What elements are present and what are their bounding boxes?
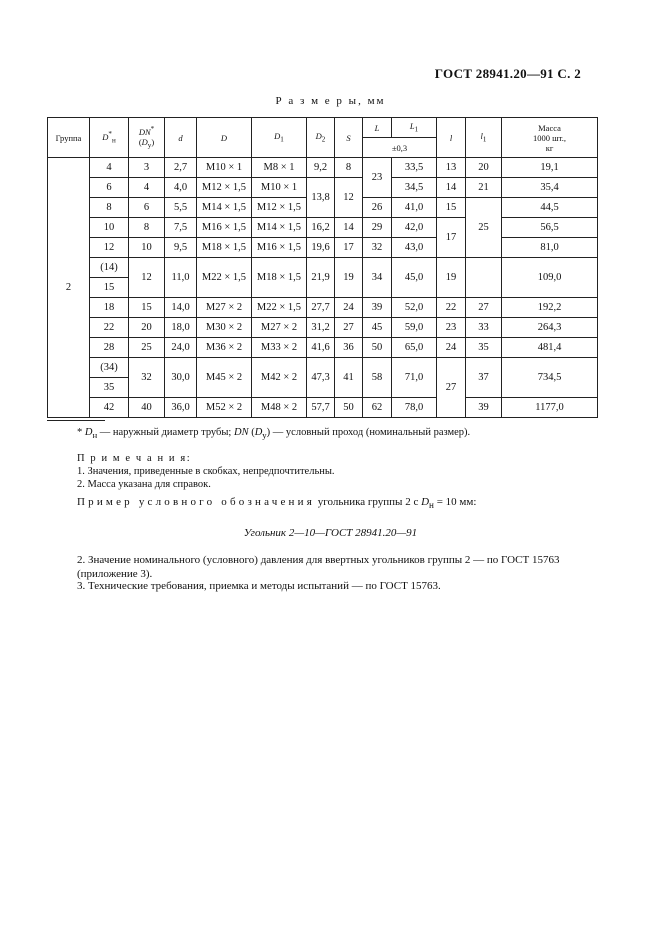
table-cell: 10 <box>129 238 165 258</box>
table-cell: М22 × 1,5 <box>252 298 307 318</box>
table-cell: М45 × 2 <box>197 358 252 398</box>
table-cell: 9,5 <box>165 238 197 258</box>
col-header-DN: DN* $(D_у)$ <box>129 118 165 158</box>
col-header-L1: $L_1$ <box>392 118 437 138</box>
table-cell: 39 <box>466 398 502 418</box>
table-cell: 35,4 <box>502 178 598 198</box>
table-cell: 4,0 <box>165 178 197 198</box>
table-cell: 50 <box>363 338 392 358</box>
table-cell: М8 × 1 <box>252 158 307 178</box>
table-cell: М18 × 1,5 <box>252 258 307 298</box>
designation-example: Угольник 2—10—ГОСТ 28941.20—91 <box>243 527 418 539</box>
table-cell: 24 <box>437 338 466 358</box>
table-cell: 71,0 <box>392 358 437 398</box>
table-cell: 10 <box>90 218 129 238</box>
table-cell: 25 <box>129 338 165 358</box>
table-cell: М33 × 2 <box>252 338 307 358</box>
table-cell: М42 × 2 <box>252 358 307 398</box>
table-cell: М22 × 1,5 <box>197 258 252 298</box>
table-cell: 192,2 <box>502 298 598 318</box>
table-cell: 34,5 <box>392 178 437 198</box>
table-cell: 24 <box>335 298 363 318</box>
table-cell: 109,0 <box>502 258 598 298</box>
table-cell: 19,1 <box>502 158 598 178</box>
table-cell: 18 <box>90 298 129 318</box>
table-cell: 58 <box>363 358 392 398</box>
table-cell: 14 <box>335 218 363 238</box>
table-cell: 11,0 <box>165 258 197 298</box>
table-cell: 45,0 <box>392 258 437 298</box>
table-cell: 17 <box>335 238 363 258</box>
table-cell: 33,5 <box>392 158 437 178</box>
table-cell: 41,0 <box>392 198 437 218</box>
table-cell: 29 <box>363 218 392 238</box>
paragraph-2: 2. Значение номинального (условного) давления для ввертных угольников группы 2 — по ГОСТ 15763 (приложение 3). <box>77 554 560 580</box>
footnote: * $D_н$ — наружный диаметр трубы; DN $(D_у)$ — условный проход (номинальный размер). <box>77 427 471 441</box>
table-cell: М14 × 1,5 <box>197 198 252 218</box>
table-cell: 8 <box>90 198 129 218</box>
table-cell: 20 <box>466 158 502 178</box>
footnote-divider <box>47 420 105 421</box>
table-cell: 16,2 <box>307 218 335 238</box>
table-cell: 39 <box>363 298 392 318</box>
table-cell: 6 <box>90 178 129 198</box>
table-cell: 8 <box>335 158 363 178</box>
table-cell: 41 <box>335 358 363 398</box>
table-cell: М16 × 1,5 <box>252 238 307 258</box>
table-cell: 15 <box>129 298 165 318</box>
col-header-tolerance: ±0,3 <box>363 138 437 158</box>
col-header-D: D <box>197 118 252 158</box>
table-cell: 12 <box>129 258 165 298</box>
table-cell: 59,0 <box>392 318 437 338</box>
notes-title: П р и м е ч а н и я: <box>77 453 192 464</box>
table-cell: М30 × 2 <box>197 318 252 338</box>
table-cell: 22 <box>90 318 129 338</box>
table-cell: 27 <box>437 358 466 418</box>
note-item: 2. Масса указана для справок. <box>77 479 211 490</box>
table-cell: М10 × 1 <box>197 158 252 178</box>
table-cell: 57,7 <box>307 398 335 418</box>
col-header-group: Группа <box>48 118 90 158</box>
table-cell: 24,0 <box>165 338 197 358</box>
table-cell: 30,0 <box>165 358 197 398</box>
table-cell: 734,5 <box>502 358 598 398</box>
table-cell: М12 × 1,5 <box>252 198 307 218</box>
table-cell: 28 <box>90 338 129 358</box>
table-cell: 32 <box>129 358 165 398</box>
table-cell: М16 × 1,5 <box>197 218 252 238</box>
table-cell: 56,5 <box>502 218 598 238</box>
table-cell: 15 <box>437 198 466 218</box>
col-header-dn: $D^*_н$ <box>90 118 129 158</box>
table-cell: 22 <box>437 298 466 318</box>
table-cell: 481,4 <box>502 338 598 358</box>
table-cell: 42 <box>90 398 129 418</box>
col-header-S: S <box>335 118 363 158</box>
table-cell: 65,0 <box>392 338 437 358</box>
example-line: Пример условного обозначения угольника группы 2 с $D_н = 10$ мм: <box>77 496 477 511</box>
table-cell: 19,6 <box>307 238 335 258</box>
table-title: Р а з м е р ы, мм <box>275 95 386 107</box>
col-header-mass: Масса 1000 шт., кг <box>502 118 598 158</box>
table-cell: 1177,0 <box>502 398 598 418</box>
table-cell: 52,0 <box>392 298 437 318</box>
table-cell: 14 <box>437 178 466 198</box>
table-cell: М52 × 2 <box>197 398 252 418</box>
table-cell: 19 <box>437 258 466 298</box>
table-cell: 37 <box>466 358 502 398</box>
table-cell: М48 × 2 <box>252 398 307 418</box>
table-cell: 14,0 <box>165 298 197 318</box>
table-cell: 36 <box>335 338 363 358</box>
table-cell: М18 × 1,5 <box>197 238 252 258</box>
table-cell: 41,6 <box>307 338 335 358</box>
table-cell: 21 <box>466 178 502 198</box>
table-cell: 8 <box>129 218 165 238</box>
table-cell: 44,5 <box>502 198 598 218</box>
table-cell: 40 <box>129 398 165 418</box>
table-cell: 36,0 <box>165 398 197 418</box>
table-cell: 23 <box>437 318 466 338</box>
table-cell: 43,0 <box>392 238 437 258</box>
note-item: 1. Значения, приведенные в скобках, непредпочтительны. <box>77 466 335 477</box>
table-cell: М27 × 2 <box>252 318 307 338</box>
table-cell: 32 <box>363 238 392 258</box>
document-header: ГОСТ 28941.20—91 С. 2 <box>434 66 581 81</box>
table-cell: 20 <box>129 318 165 338</box>
table-cell: 27 <box>335 318 363 338</box>
table-cell: М10 × 1 <box>252 178 307 198</box>
table-cell: М27 × 2 <box>197 298 252 318</box>
table-cell: (34) <box>90 358 129 378</box>
col-header-L: L <box>363 118 392 138</box>
table-cell: 13,8 <box>307 178 335 218</box>
table-cell: 4 <box>90 158 129 178</box>
table-cell: 2 <box>48 158 90 418</box>
table-cell: (14) <box>90 258 129 278</box>
table-cell <box>466 258 502 298</box>
table-cell: 31,2 <box>307 318 335 338</box>
dimensions-table <box>47 117 598 418</box>
col-header-D1: $D_1$ <box>252 118 307 158</box>
col-header-l: l <box>437 118 466 158</box>
table-cell: 33 <box>466 318 502 338</box>
table-cell: 35 <box>90 378 129 398</box>
table-cell: 21,9 <box>307 258 335 298</box>
table-cell: 12 <box>335 178 363 218</box>
table-cell: 7,5 <box>165 218 197 238</box>
table-cell: 12 <box>90 238 129 258</box>
table-cell: 35 <box>466 338 502 358</box>
table-cell: 81,0 <box>502 238 598 258</box>
table-cell: 78,0 <box>392 398 437 418</box>
table-cell: 15 <box>90 278 129 298</box>
paragraph-3: 3. Технические требования, приемка и методы испытаний — по ГОСТ 15763. <box>77 580 441 592</box>
col-header-D2: $D_2$ <box>307 118 335 158</box>
table-cell: 50 <box>335 398 363 418</box>
table-cell: 47,3 <box>307 358 335 398</box>
table-cell: 23 <box>363 158 392 198</box>
table-cell: 27 <box>466 298 502 318</box>
table-cell: 9,2 <box>307 158 335 178</box>
table-cell: 4 <box>129 178 165 198</box>
table-cell: 5,5 <box>165 198 197 218</box>
table-cell: М14 × 1,5 <box>252 218 307 238</box>
col-header-d: d <box>165 118 197 158</box>
table-cell: М36 × 2 <box>197 338 252 358</box>
table-cell: 62 <box>363 398 392 418</box>
table-cell: 42,0 <box>392 218 437 238</box>
table-cell: 45 <box>363 318 392 338</box>
table-cell: 19 <box>335 258 363 298</box>
table-cell: 34 <box>363 258 392 298</box>
table-cell: 264,3 <box>502 318 598 338</box>
table-cell: 18,0 <box>165 318 197 338</box>
table-cell: 25 <box>466 198 502 258</box>
table-cell: М12 × 1,5 <box>197 178 252 198</box>
table-cell: 17 <box>437 218 466 258</box>
table-cell: 26 <box>363 198 392 218</box>
table-cell: 13 <box>437 158 466 178</box>
table-cell: 3 <box>129 158 165 178</box>
table-cell: 27,7 <box>307 298 335 318</box>
table-cell: 2,7 <box>165 158 197 178</box>
col-header-l1: $l_1$ <box>466 118 502 158</box>
table-cell: 6 <box>129 198 165 218</box>
